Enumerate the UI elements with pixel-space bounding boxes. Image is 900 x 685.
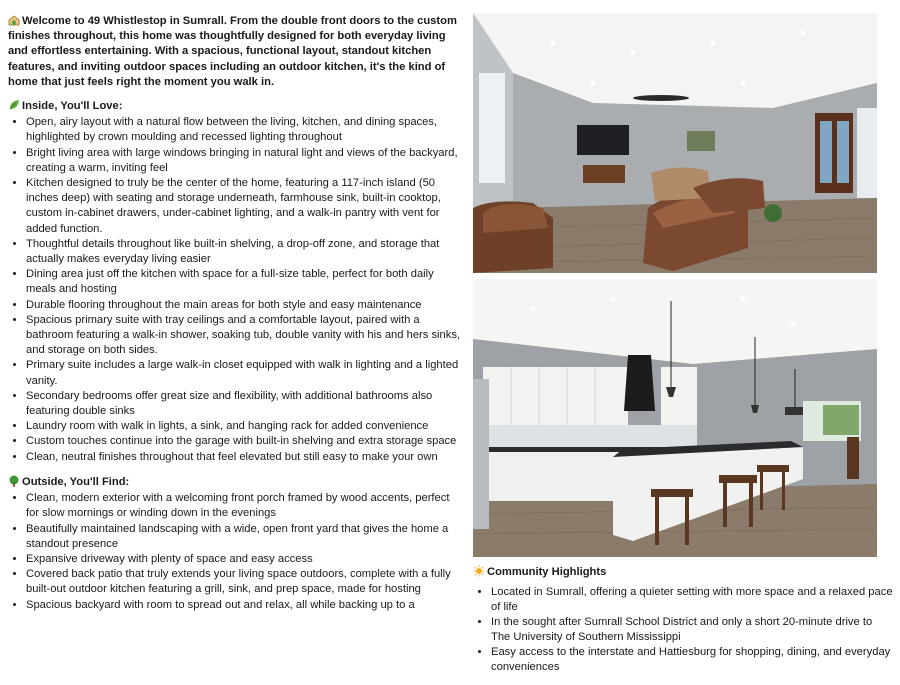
community-title-text: Community Highlights <box>487 566 607 578</box>
kitchen-illustration <box>473 279 877 557</box>
intro-paragraph <box>8 14 463 90</box>
community-section-title <box>473 565 893 580</box>
intro-text: Welcome to 49 Whistlestop in Sumrall. From the double front doors to the custom finishes throughout, this home was thoughtfully designed for both everyday living and effortless entertaining. With a spacious, functional layout, standout kitchen features, and inviting outdoor spaces including an outdoor kitchen, it's the kind of home that just feels right the moment you walk in. <box>8 15 457 88</box>
tree-icon <box>8 475 20 487</box>
list-item: • Primary suite includes a large walk-in closet equipped with walk in lighting and a lighted vanity. <box>26 358 463 388</box>
house-plant-icon <box>8 14 20 26</box>
list-item: • Expansive driveway with plenty of space and easy access <box>26 552 463 567</box>
sun-icon <box>473 565 485 577</box>
inside-title-text: Inside, You'll Love: <box>22 100 123 113</box>
list-item: • Open, airy layout with a natural flow between the living, kitchen, and dining spaces, highlighted by crown moulding and recessed lighting throughout <box>26 115 463 145</box>
list-item: • Covered back patio that truly extends your living space outdoors, complete with a fully built-out outdoor kitchen featuring a grill, sink, and prep space, made for hosting <box>26 567 463 597</box>
living-room-photo <box>473 13 877 273</box>
community-list <box>473 585 893 675</box>
list-item: • Located in Sumrall, offering a quieter setting with more space and a relaxed pace of life <box>491 585 893 615</box>
inside-section-title <box>8 99 463 114</box>
list-item: • Kitchen designed to truly be the center of the home, featuring a 117-inch island (50 inches deep) with seating and storage underneath, farmhouse sink, built-in cooktop, custom in-cabinet drawers, under-cabinet lighting, and a walk-in pantry with vent for added function. <box>26 176 463 237</box>
list-item: • Beautifully maintained landscaping with a wide, open front yard that gives the home a standout presence <box>26 522 463 552</box>
list-item: • In the sought after Sumrall School District and only a short 20-minute drive to The University of Southern Mississippi <box>491 615 893 645</box>
list-item: • Durable flooring throughout the main areas for both style and easy maintenance <box>26 298 463 313</box>
list-item: • Custom touches continue into the garage with built-in shelving and extra storage space <box>26 434 463 449</box>
kitchen-photo <box>473 279 877 557</box>
outside-title-text: Outside, You'll Find: <box>22 475 130 488</box>
living-room-illustration <box>473 13 877 273</box>
list-item: • Clean, neutral finishes throughout that feel elevated but still easy to make your own <box>26 450 463 465</box>
list-item: • Dining area just off the kitchen with space for a full-size table, perfect for both daily meals and hosting <box>26 267 463 297</box>
inside-features-list <box>8 115 463 465</box>
list-item: • Clean, modern exterior with a welcoming front porch framed by wood accents, perfect for slow mornings or winding down in the evenings <box>26 491 463 521</box>
outside-features-list <box>8 491 463 613</box>
list-item: • Spacious backyard with room to spread out and relax, all while backing up to a <box>26 598 463 613</box>
list-item: • Bright living area with large windows bringing in natural light and views of the backyard, creating a warm, inviting feel <box>26 146 463 176</box>
list-item: • Spacious primary suite with tray ceilings and a comfortable layout, paired with a bathroom featuring a walk-in shower, soaking tub, double vanity with his and hers sinks, and storage on both sides. <box>26 313 463 359</box>
list-item: • Secondary bedrooms offer great size and flexibility, with additional bathrooms also featuring double sinks <box>26 389 463 419</box>
leaf-icon <box>8 99 20 111</box>
community-highlights <box>473 565 893 685</box>
list-item: • Laundry room with walk in lights, a sink, and hanging rack for added convenience <box>26 419 463 434</box>
outside-section-title <box>8 475 463 490</box>
list-item: • Easy access to the interstate and Hattiesburg for shopping, dining, and everyday conveniences <box>491 645 893 675</box>
list-item: • Thoughtful details throughout like built-in shelving, a drop-off zone, and storage that actually makes everyday living easier <box>26 237 463 267</box>
listing-description <box>8 14 463 623</box>
